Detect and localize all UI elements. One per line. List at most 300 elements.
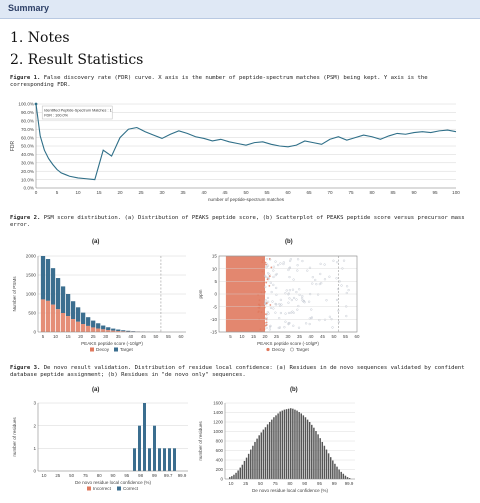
fdr-tooltip-line1: Identified Peptide-Spectrum Matches : 1	[44, 108, 112, 113]
d2-x-tick: 80	[287, 481, 293, 486]
fdr-y-label: FDR	[10, 140, 16, 152]
fdr-chart	[8, 100, 478, 210]
scatter-legend-target: Target	[296, 347, 309, 352]
d2-bar	[233, 475, 234, 479]
scatter-point	[275, 261, 277, 263]
scatter-point	[293, 297, 295, 299]
scatter-decoy-point	[264, 262, 266, 264]
d2-x-tick: 25	[243, 481, 249, 486]
d2-bar	[328, 453, 329, 479]
scatter-point	[266, 327, 268, 329]
scatter-decoy-point	[262, 271, 264, 273]
scatter-decoy-point	[262, 259, 264, 261]
hist-y-tick: 2000	[25, 253, 36, 259]
scatter-point	[274, 312, 276, 314]
scatter-point	[285, 313, 287, 315]
d2-bar	[330, 457, 331, 479]
hist-target-bar	[91, 321, 95, 328]
d2-bar	[248, 454, 249, 479]
d2-bar	[277, 413, 278, 479]
scatter-point	[288, 312, 290, 314]
scatter-decoy-point	[258, 304, 260, 306]
figure1-text: False discovery rate (FDR) curve. X axis is the number of peptide-spectrum matches (PSM) being kept. Y axis is the corresponding FDR.	[10, 75, 428, 89]
fdr-y-tick: 70.0%	[20, 126, 34, 132]
d1-y-tick: 3	[33, 400, 36, 406]
scatter-decoy-point	[260, 328, 262, 330]
hist-x-tick: 20	[78, 334, 84, 339]
scatter-point	[267, 265, 269, 267]
d2-bar	[303, 415, 304, 479]
scatter-decoy-point	[266, 302, 268, 304]
hist-x-tick: 55	[165, 334, 171, 339]
scatter-decoy-point	[265, 313, 267, 315]
d2-bar	[286, 409, 287, 479]
scatter-point	[345, 315, 347, 317]
d2-bar	[301, 413, 302, 479]
d2-bar	[271, 420, 272, 479]
scatter-point	[311, 283, 313, 285]
scatter-point	[308, 301, 310, 303]
fdr-x-tick: 25	[138, 190, 144, 195]
hist-y-tick: 1500	[25, 272, 36, 278]
d1-x-tick: 75	[82, 473, 88, 478]
scatter-point	[341, 268, 343, 270]
scatter-x-tick: 20	[262, 334, 268, 339]
scatter-decoy-point	[267, 278, 269, 280]
d1-x-tick: 80	[96, 473, 102, 478]
scatter-y-tick: -5	[212, 304, 217, 310]
fdr-x-tick: 65	[306, 190, 312, 195]
summary-header[interactable]	[0, 0, 480, 19]
d2-bar	[311, 425, 312, 479]
scatter-point	[273, 276, 275, 278]
fdr-y-tick: 50.0%	[20, 143, 34, 149]
scatter-decoy-point	[268, 285, 270, 287]
d1-y-label: number of residues	[12, 417, 17, 457]
scatter-decoy-point	[264, 292, 266, 294]
scatter-decoy-point	[264, 317, 266, 319]
d2-bar	[242, 465, 243, 479]
scatter-point	[269, 329, 271, 331]
fdr-x-tick: 40	[201, 190, 207, 195]
hist-x-tick: 15	[65, 334, 71, 339]
scatter-x-tick: 55	[343, 334, 348, 339]
hist-target-bar	[131, 331, 135, 332]
hist-x-tick: 45	[140, 334, 146, 339]
hist-x-label: PEAKS peptide score (-10lgP)	[81, 341, 143, 346]
d2-bar	[315, 431, 316, 479]
scatter-point	[271, 291, 273, 293]
d2-y-label: number of residues	[198, 421, 203, 461]
scatter-point	[309, 267, 311, 269]
scatter-point	[315, 283, 317, 285]
d2-bar	[298, 412, 299, 479]
fdr-y-tick: 30.0%	[20, 160, 34, 166]
d2-bar	[282, 411, 283, 479]
scatter-point	[292, 311, 294, 313]
d2-bar	[279, 412, 280, 479]
scatter-point	[286, 290, 288, 292]
d2-y-tick: 0	[220, 476, 223, 482]
fdr-x-tick: 95	[432, 190, 438, 195]
scatter-chart	[195, 248, 365, 360]
scatter-point	[314, 279, 316, 281]
scatter-point	[272, 301, 274, 303]
hist-decoy-bar	[46, 301, 50, 332]
d1-y-tick: 1	[33, 446, 36, 452]
d1-x-tick: 50	[69, 473, 75, 478]
hist-decoy-bar	[96, 329, 100, 332]
scatter-point	[267, 297, 269, 299]
scatter-point	[279, 305, 281, 307]
fdr-point	[35, 103, 38, 106]
d1-bar	[153, 426, 156, 471]
d2-bar	[263, 430, 264, 479]
scatter-decoy-point	[257, 294, 259, 296]
scatter-decoy-point	[261, 261, 263, 263]
scatter-point	[298, 288, 300, 290]
d2-bar	[343, 474, 344, 479]
scatter-decoy-point	[269, 258, 271, 260]
scatter-decoy-point	[270, 267, 272, 269]
hist-legend-decoy-swatch	[90, 348, 94, 352]
d2-y-tick: 200	[215, 467, 223, 473]
hist-target-bar	[56, 278, 60, 309]
d1-y-tick: 2	[33, 423, 36, 429]
d2-x-label: De novo residue local confidence (%)	[251, 488, 329, 493]
summary-title: Summary	[8, 3, 50, 13]
scatter-point	[328, 276, 330, 278]
hist-y-tick: 0	[33, 329, 36, 335]
d2-bar	[313, 428, 314, 479]
d2-y-tick: 1000	[213, 429, 223, 435]
scatter-point	[270, 282, 272, 284]
scatter-legend-target-swatch	[290, 348, 293, 351]
d2-bar	[305, 417, 306, 479]
fdr-y-tick: 60.0%	[20, 135, 34, 141]
scatter-x-tick: 25	[274, 334, 279, 339]
hist-decoy-bar	[41, 299, 45, 332]
denovo-only-group	[198, 401, 355, 493]
fdr-x-tick: 5	[55, 190, 59, 195]
scatter-point	[309, 323, 311, 325]
scatter-point	[312, 276, 314, 278]
fdr-x-tick: 90	[411, 190, 417, 195]
denovo-only-chart	[195, 395, 365, 501]
fdr-x-tick: 50	[243, 190, 249, 195]
hist-target-bar	[116, 330, 120, 332]
fdr-x-tick: 80	[369, 190, 375, 195]
hist-y-tick: 1000	[25, 291, 36, 297]
d1-bar	[148, 448, 151, 471]
figure2-caption	[10, 215, 465, 230]
scatter-point	[272, 284, 274, 286]
figure1-caption	[10, 75, 465, 90]
fdr-x-tick: 15	[96, 190, 102, 195]
d1-bar	[158, 448, 161, 471]
d2-bar	[326, 450, 327, 479]
fdr-x-label: number of peptide-spectrum matches	[207, 197, 285, 202]
d2-bar	[319, 438, 320, 479]
scatter-point	[296, 270, 298, 272]
hist-decoy-bar	[51, 305, 55, 332]
scatter-point	[320, 263, 322, 265]
hist-target-bar	[46, 259, 50, 301]
scatter-point	[336, 299, 338, 301]
d2-x-tick: 95	[317, 481, 322, 486]
hist-decoy-bar	[91, 327, 95, 332]
fdr-x-tick: 0	[34, 190, 38, 195]
d2-bar	[288, 409, 289, 479]
d2-bar	[244, 461, 245, 479]
scatter-point	[324, 278, 326, 280]
figure3-sub-a: (a)	[92, 387, 100, 393]
scatter-point	[345, 306, 347, 308]
d1-x-tick: 99.9	[177, 473, 187, 478]
scatter-decoy-point	[264, 328, 266, 330]
d1-x-tick: 95	[124, 473, 130, 478]
scatter-point	[272, 308, 274, 310]
scatter-point	[289, 276, 291, 278]
d2-bar	[240, 468, 241, 479]
hist-target-bar	[126, 331, 130, 332]
d2-bar	[256, 439, 257, 479]
fdr-x-tick: 10	[75, 190, 81, 195]
scatter-point	[301, 295, 303, 297]
d1-x-tick: 90	[110, 473, 116, 478]
scatter-point	[324, 264, 326, 266]
hist-target-bar	[111, 329, 115, 331]
hist-target-bar	[121, 330, 125, 331]
histogram-chart	[8, 248, 193, 360]
hist-y-label: Number of PSMs	[12, 276, 17, 312]
scatter-x-label: PEAKS peptide score (-10lgP)	[257, 341, 319, 346]
scatter-x-tick: 50	[331, 334, 337, 339]
d2-bar	[317, 434, 318, 479]
d2-x-tick: 75	[272, 481, 278, 486]
d2-bar	[250, 450, 251, 479]
d1-x-tick: 99	[151, 473, 157, 478]
d1-x-label: De novo residue local confidence (%)	[74, 480, 152, 485]
scatter-point	[299, 294, 301, 296]
d2-bar	[258, 435, 259, 479]
d2-bar	[322, 442, 323, 479]
scatter-point	[280, 299, 282, 301]
d2-bar	[345, 476, 346, 479]
scatter-x-tick: 10	[239, 334, 245, 339]
figure2-label: Figure 2.	[10, 215, 41, 221]
figure1-label: Figure 1.	[10, 75, 41, 81]
hist-target-bar	[71, 301, 75, 319]
fdr-x-tick: 75	[348, 190, 354, 195]
scatter-point	[310, 309, 312, 311]
d2-bar	[292, 409, 293, 479]
hist-decoy-bar	[86, 326, 90, 332]
d2-bar	[235, 473, 236, 479]
d2-bar	[252, 446, 253, 479]
hist-target-bar	[106, 327, 110, 330]
denovo-validated-group	[12, 401, 188, 491]
fdr-x-tick: 100	[452, 190, 460, 195]
fdr-x-tick: 45	[222, 190, 228, 195]
d2-x-tick: 90	[302, 481, 308, 486]
histogram-group	[12, 254, 186, 352]
d1-bar	[143, 403, 146, 471]
scatter-point	[306, 270, 308, 272]
scatter-point	[297, 264, 299, 266]
hist-x-tick: 30	[103, 334, 109, 339]
scatter-point	[266, 258, 268, 260]
d2-bar	[269, 422, 270, 479]
figure2-sub-a: (a)	[92, 239, 100, 245]
hist-legend-target-swatch	[114, 348, 118, 352]
d2-bar	[246, 458, 247, 479]
scatter-decoy-point	[269, 275, 271, 277]
d2-bar	[254, 442, 255, 479]
d2-y-tick: 1600	[213, 400, 223, 406]
d1-legend-correct: Correct	[123, 486, 139, 491]
hist-decoy-bar	[66, 316, 70, 332]
figure2-caption-b: (a) Distribution of PEAKS peptide score, (b) Scatterplot of PEAKS peptide score versus precursor mass error.	[10, 215, 465, 229]
scatter-decoy-point	[258, 310, 260, 312]
scatter-decoy-point	[261, 311, 263, 313]
hist-decoy-bar	[71, 319, 75, 332]
d2-bar	[261, 432, 262, 479]
hist-decoy-bar	[81, 324, 85, 332]
hist-x-tick: 5	[41, 334, 45, 339]
fdr-x-tick: 30	[159, 190, 165, 195]
denovo-validated-chart	[8, 395, 198, 501]
hist-y-tick: 500	[28, 310, 36, 316]
d1-x-tick: 99.7	[163, 473, 173, 478]
d2-bar	[231, 476, 232, 479]
fdr-x-tick: 35	[180, 190, 186, 195]
hist-target-bar	[96, 323, 100, 328]
scatter-point	[289, 289, 291, 291]
scatter-x-tick: 35	[297, 334, 302, 339]
fdr-x-tick: 70	[327, 190, 333, 195]
scatter-point	[279, 263, 281, 265]
scatter-point	[289, 297, 291, 299]
scatter-point	[301, 260, 303, 262]
scatter-point	[278, 317, 280, 319]
d1-legend-incorrect-swatch	[87, 487, 91, 491]
d2-y-tick: 400	[215, 457, 223, 463]
fdr-x-tick: 85	[390, 190, 396, 195]
d2-y-tick: 800	[215, 438, 223, 444]
d2-bar	[332, 460, 333, 479]
fdr-chart-group	[10, 102, 460, 202]
scatter-point	[346, 292, 348, 294]
d2-x-tick: 50	[258, 481, 263, 486]
scatter-x-tick: 30	[285, 334, 291, 339]
d1-bar	[168, 448, 171, 471]
d2-bar	[296, 411, 297, 479]
scatter-point	[341, 285, 343, 287]
scatter-decoy-point	[264, 307, 266, 309]
hist-target-bar	[61, 286, 65, 313]
scatter-y-tick: 5	[214, 279, 217, 285]
scatter-decoy-point	[269, 304, 271, 306]
scatter-x-tick: 60	[354, 334, 360, 339]
hist-target-bar	[76, 307, 80, 321]
scatter-point	[298, 327, 300, 329]
scatter-point	[285, 321, 287, 323]
d2-y-tick: 1400	[213, 410, 223, 416]
fdr-x-tick: 60	[285, 190, 291, 195]
scatter-point	[295, 291, 297, 293]
hist-legend-decoy: Decoy	[96, 347, 110, 352]
notes-heading: 1. Notes	[10, 30, 70, 46]
hist-x-tick: 60	[178, 334, 184, 339]
scatter-decoy-point	[266, 322, 268, 324]
fdr-x-tick: 55	[264, 190, 270, 195]
fdr-y-tick: 10.0%	[20, 177, 34, 183]
scatter-point	[336, 277, 338, 279]
scatter-point	[305, 322, 307, 324]
scatter-decoy-point	[264, 322, 266, 324]
scatter-y-tick: -15	[210, 329, 217, 335]
hist-decoy-bar	[56, 309, 60, 332]
fdr-y-tick: 90.0%	[20, 110, 34, 116]
scatter-point	[292, 289, 294, 291]
d1-legend-correct-swatch	[117, 487, 121, 491]
scatter-point	[287, 269, 289, 271]
d1-y-tick: 0	[33, 468, 36, 474]
scatter-point	[336, 261, 338, 263]
scatter-point	[346, 285, 348, 287]
scatter-decoy-point	[261, 292, 263, 294]
hist-x-tick: 50	[153, 334, 159, 339]
hist-target-bar	[51, 268, 55, 304]
d1-x-tick: 98	[138, 473, 144, 478]
d2-bar	[336, 467, 337, 479]
d2-x-tick: 99.9	[344, 481, 354, 486]
d2-x-tick: 10	[228, 481, 234, 486]
scatter-x-tick: 15	[251, 334, 256, 339]
d2-bar	[290, 408, 291, 479]
scatter-point	[348, 289, 350, 291]
d2-bar	[294, 410, 295, 479]
d1-bar	[133, 448, 136, 471]
scatter-x-tick: 45	[320, 334, 325, 339]
figure3-text: De novo result validation. Distribution of residue local confidence: (a) Residues in de novo sequences validated by confident database peptide assignment; (b) Residues in "de novo only" sequences.	[10, 365, 465, 379]
scatter-point	[283, 326, 285, 328]
fdr-tooltip-line2: FDR : 100.0%	[44, 113, 69, 118]
hist-target-bar	[81, 313, 85, 324]
scatter-point	[273, 266, 275, 268]
scatter-point	[296, 299, 298, 301]
scatter-x-tick: 40	[308, 334, 314, 339]
hist-x-tick: 40	[128, 334, 134, 339]
scatter-point	[272, 270, 274, 272]
scatter-point	[293, 279, 295, 281]
hist-decoy-bar	[76, 322, 80, 332]
scatter-point	[267, 272, 269, 274]
scatter-group	[198, 254, 360, 352]
d1-x-tick: 25	[55, 473, 61, 478]
scatter-point	[301, 297, 303, 299]
scatter-point	[277, 264, 279, 266]
scatter-x-tick: 5	[229, 334, 232, 339]
scatter-decoy-point	[265, 282, 267, 284]
scatter-point	[296, 309, 298, 311]
fdr-y-tick: 0.0%	[23, 185, 34, 191]
figure3-label: Figure 3.	[10, 365, 41, 371]
fdr-y-tick: 40.0%	[20, 152, 34, 158]
d2-bar	[338, 470, 339, 480]
d2-y-tick: 1200	[213, 419, 223, 425]
